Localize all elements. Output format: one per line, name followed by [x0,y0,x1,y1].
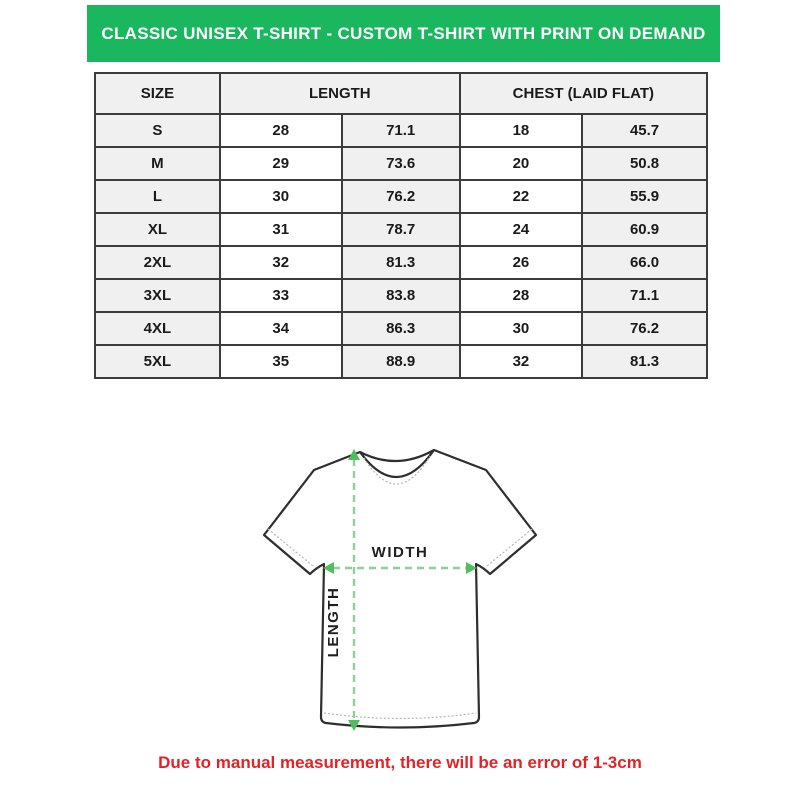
table-row [95,114,707,147]
tshirt-outline-icon [264,450,536,728]
chest-cm-cell: 81.3 [582,345,707,378]
chest-cm-cell: 66.0 [582,246,707,279]
length-in-cell: 28 [220,114,342,147]
chest-in-cell: 22 [460,180,582,213]
size-cell: L [95,180,220,213]
chest-in-cell: 30 [460,312,582,345]
chest-in-cell: 26 [460,246,582,279]
length-in-cell: 29 [220,147,342,180]
table-row [95,345,707,378]
size-cell: 2XL [95,246,220,279]
header-length: LENGTH [220,73,460,114]
table-row [95,180,707,213]
measurement-note: Due to manual measurement, there will be an error of 1-3cm [158,753,642,772]
page-title: CLASSIC UNISEX T-SHIRT - CUSTOM T-SHIRT WITH PRINT ON DEMAND [101,23,706,43]
length-cm-cell: 73.6 [342,147,460,180]
size-cell: 4XL [95,312,220,345]
chest-cm-cell: 76.2 [582,312,707,345]
length-cm-cell: 86.3 [342,312,460,345]
chest-in-cell: 20 [460,147,582,180]
length-in-cell: 33 [220,279,342,312]
length-cm-cell: 71.1 [342,114,460,147]
length-label: LENGTH [325,586,342,658]
table-row [95,279,707,312]
chest-cm-cell: 50.8 [582,147,707,180]
size-cell: S [95,114,220,147]
length-in-cell: 32 [220,246,342,279]
length-in-cell: 31 [220,213,342,246]
size-cell: 3XL [95,279,220,312]
width-label: WIDTH [371,544,429,561]
size-cell: 5XL [95,345,220,378]
header-chest: CHEST (LAID FLAT) [460,73,707,114]
table-row [95,312,707,345]
chest-in-cell: 18 [460,114,582,147]
header-size: SIZE [95,73,220,114]
chest-in-cell: 28 [460,279,582,312]
chest-cm-cell: 45.7 [582,114,707,147]
length-in-cell: 30 [220,180,342,213]
length-cm-cell: 88.9 [342,345,460,378]
chest-cm-cell: 60.9 [582,213,707,246]
length-cm-cell: 83.8 [342,279,460,312]
length-in-cell: 35 [220,345,342,378]
table-row [95,147,707,180]
chest-cm-cell: 71.1 [582,279,707,312]
tshirt-diagram [258,445,542,735]
table-header-row [95,73,707,114]
length-cm-cell: 81.3 [342,246,460,279]
table-row [95,213,707,246]
size-cell: XL [95,213,220,246]
table-row [95,246,707,279]
size-cell: M [95,147,220,180]
length-in-cell: 34 [220,312,342,345]
title-banner [87,5,720,62]
size-table [94,72,708,379]
length-cm-cell: 76.2 [342,180,460,213]
length-cm-cell: 78.7 [342,213,460,246]
chest-cm-cell: 55.9 [582,180,707,213]
chest-in-cell: 24 [460,213,582,246]
chest-in-cell: 32 [460,345,582,378]
